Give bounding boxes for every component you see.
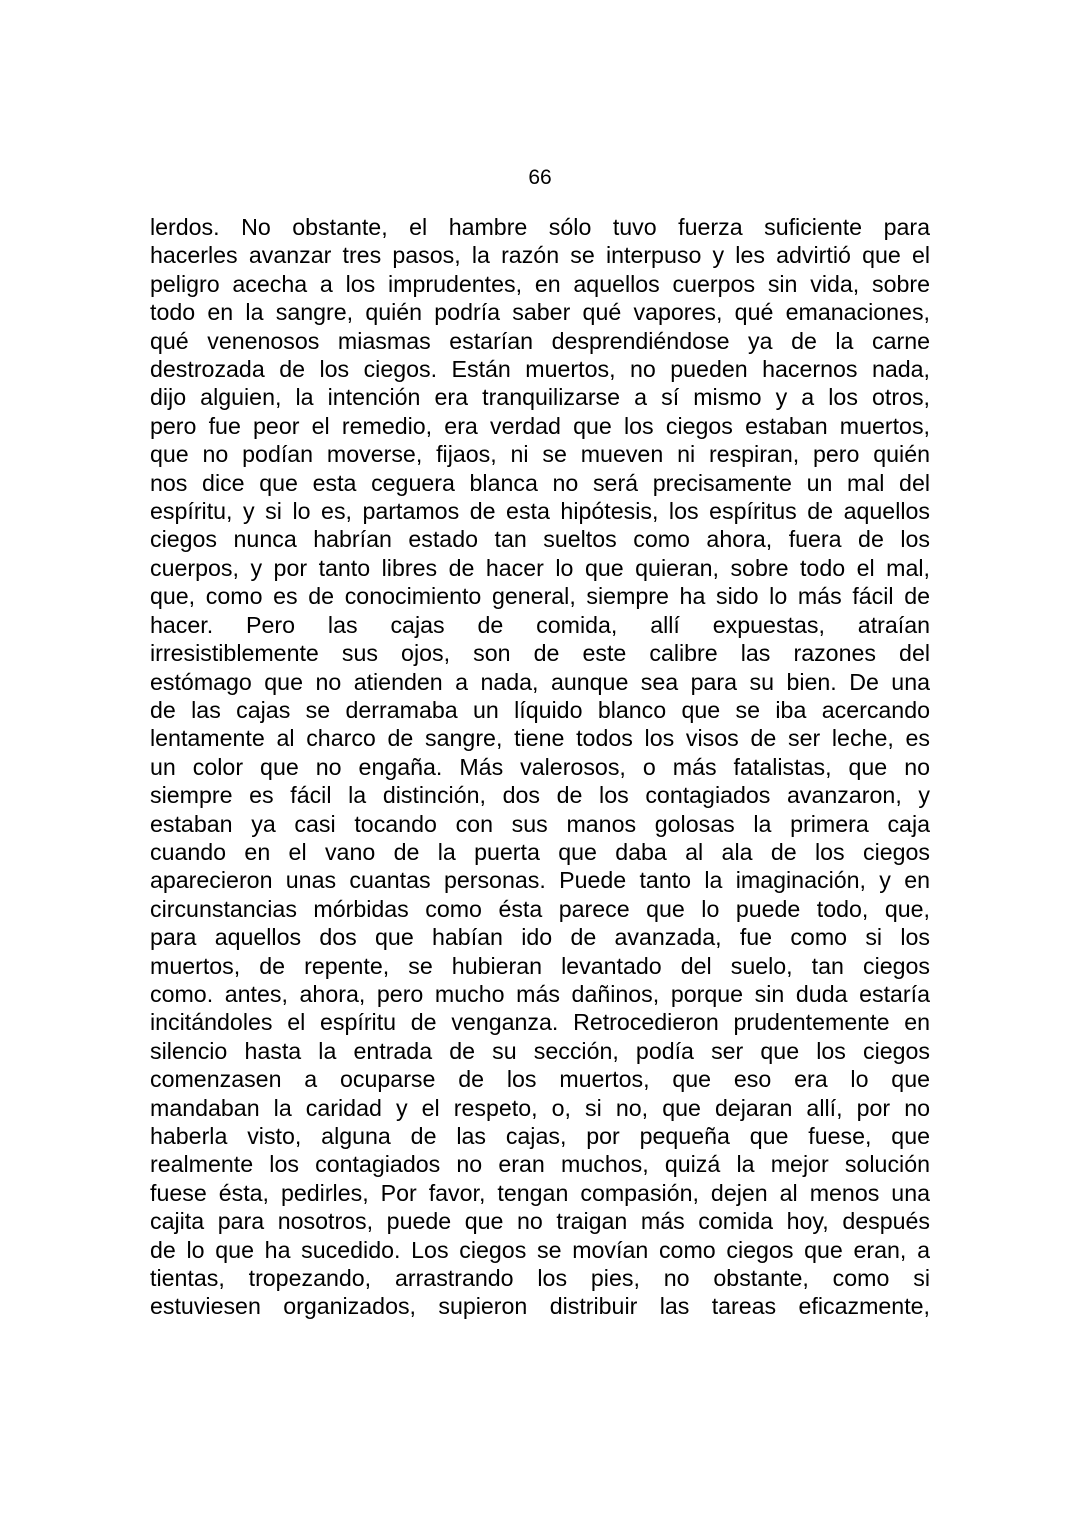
text-line: silencio hasta la entrada de su sección, podía ser que los ciegos [150,1037,930,1064]
text-line: qué venenosos miasmas estarían desprendiéndose ya de la carne [150,327,930,354]
text-line: mandaban la caridad y el respeto, o, si no, que dejaran allí, por no [150,1094,930,1121]
text-line: ciegos nunca habrían estado tan sueltos como ahora, fuera de los [150,526,930,553]
text-line: estaban ya casi tocando con sus manos golosas la primera caja [150,810,930,837]
text-line: haberla visto, alguna de las cajas, por pequeña que fuese, que [150,1123,930,1149]
text-line: lerdos. No obstante, el hambre sólo tuvo fuerza suficiente para [150,214,930,240]
text-line: tientas, tropezando, arrastrando los pies, no obstante, como si [150,1265,930,1292]
text-line: cuando en el vano de la puerta que daba al ala de los ciegos [150,838,930,865]
text-line: siempre es fácil la distinción, dos de los contagiados avanzaron, y [150,782,930,809]
body-text [150,213,930,1321]
text-line: comenzasen a ocuparse de los muertos, que eso era lo que [150,1066,930,1093]
text-line: que, como es de conocimiento general, siempre ha sido lo más fácil de [150,583,930,610]
text-line: todo en la sangre, quién podría saber qué vapores, qué emanaciones, [150,299,930,326]
text-line: realmente los contagiados no eran muchos, quizá la mejor solución [150,1151,930,1178]
text-line: fuese ésta, pedirles, Por favor, tengan compasión, dejen al menos una [150,1179,930,1206]
text-line: estuviesen organizados, supieron distribuir las tareas eficazmente, [150,1293,930,1320]
text-line: dijo alguien, la intención era tranquilizarse a sí mismo y a los otros, [150,384,930,411]
text-line: circunstancias mórbidas como ésta parece que lo puede todo, que, [150,895,930,922]
text-line: espíritu, y si lo es, partamos de esta hipótesis, los espíritus de aquellos [150,498,930,525]
text-line: hacer. Pero las cajas de comida, allí expuestas, atraían [150,611,930,638]
text-line: como. antes, ahora, pero mucho más dañinos, porque sin duda estaría [150,980,930,1007]
text-line: irresistiblemente sus ojos, son de este calibre las razones del [150,640,930,667]
text-line: hacerles avanzar tres pasos, la razón se interpuso y les advirtió que el [150,242,930,269]
text-line: muertos, de repente, se hubieran levantado del suelo, tan ciegos [150,952,930,979]
text-line: pero fue peor el remedio, era verdad que los ciegos estaban muertos, [150,412,930,439]
text-line: destrozada de los ciegos. Están muertos, no pueden hacernos nada, [150,356,930,383]
text-line: lentamente al charco de sangre, tiene todos los visos de ser leche, es [150,725,930,752]
text-line: cajita para nosotros, puede que no traigan más comida hoy, después [150,1208,930,1235]
text-line: cuerpos, y por tanto libres de hacer lo que quieran, sobre todo el mal, [150,554,930,581]
text-line: estómago que no atienden a nada, aunque sea para su bien. De una [150,668,930,695]
text-line: de las cajas se derramaba un líquido blanco que se iba acercando [150,696,930,723]
text-line: que no podían moverse, fijaos, ni se mueven ni respiran, pero quién [150,441,930,468]
text-line: aparecieron unas cuantas personas. Puede tanto la imaginación, y en [150,867,930,894]
text-line: nos dice que esta ceguera blanca no será precisamente un mal del [150,469,930,496]
text-line: incitándoles el espíritu de venganza. Retrocedieron prudentemente en [150,1009,930,1036]
text-line: un color que no engaña. Más valerosos, o más fatalistas, que no [150,753,930,780]
text-line: peligro acecha a los imprudentes, en aquellos cuerpos sin vida, sobre [150,270,930,297]
text-line: para aquellos dos que habían ido de avanzada, fue como si los [150,924,930,951]
text-line: de lo que ha sucedido. Los ciegos se movían como ciegos que eran, a [150,1236,930,1263]
page-number: 66 [528,166,552,189]
